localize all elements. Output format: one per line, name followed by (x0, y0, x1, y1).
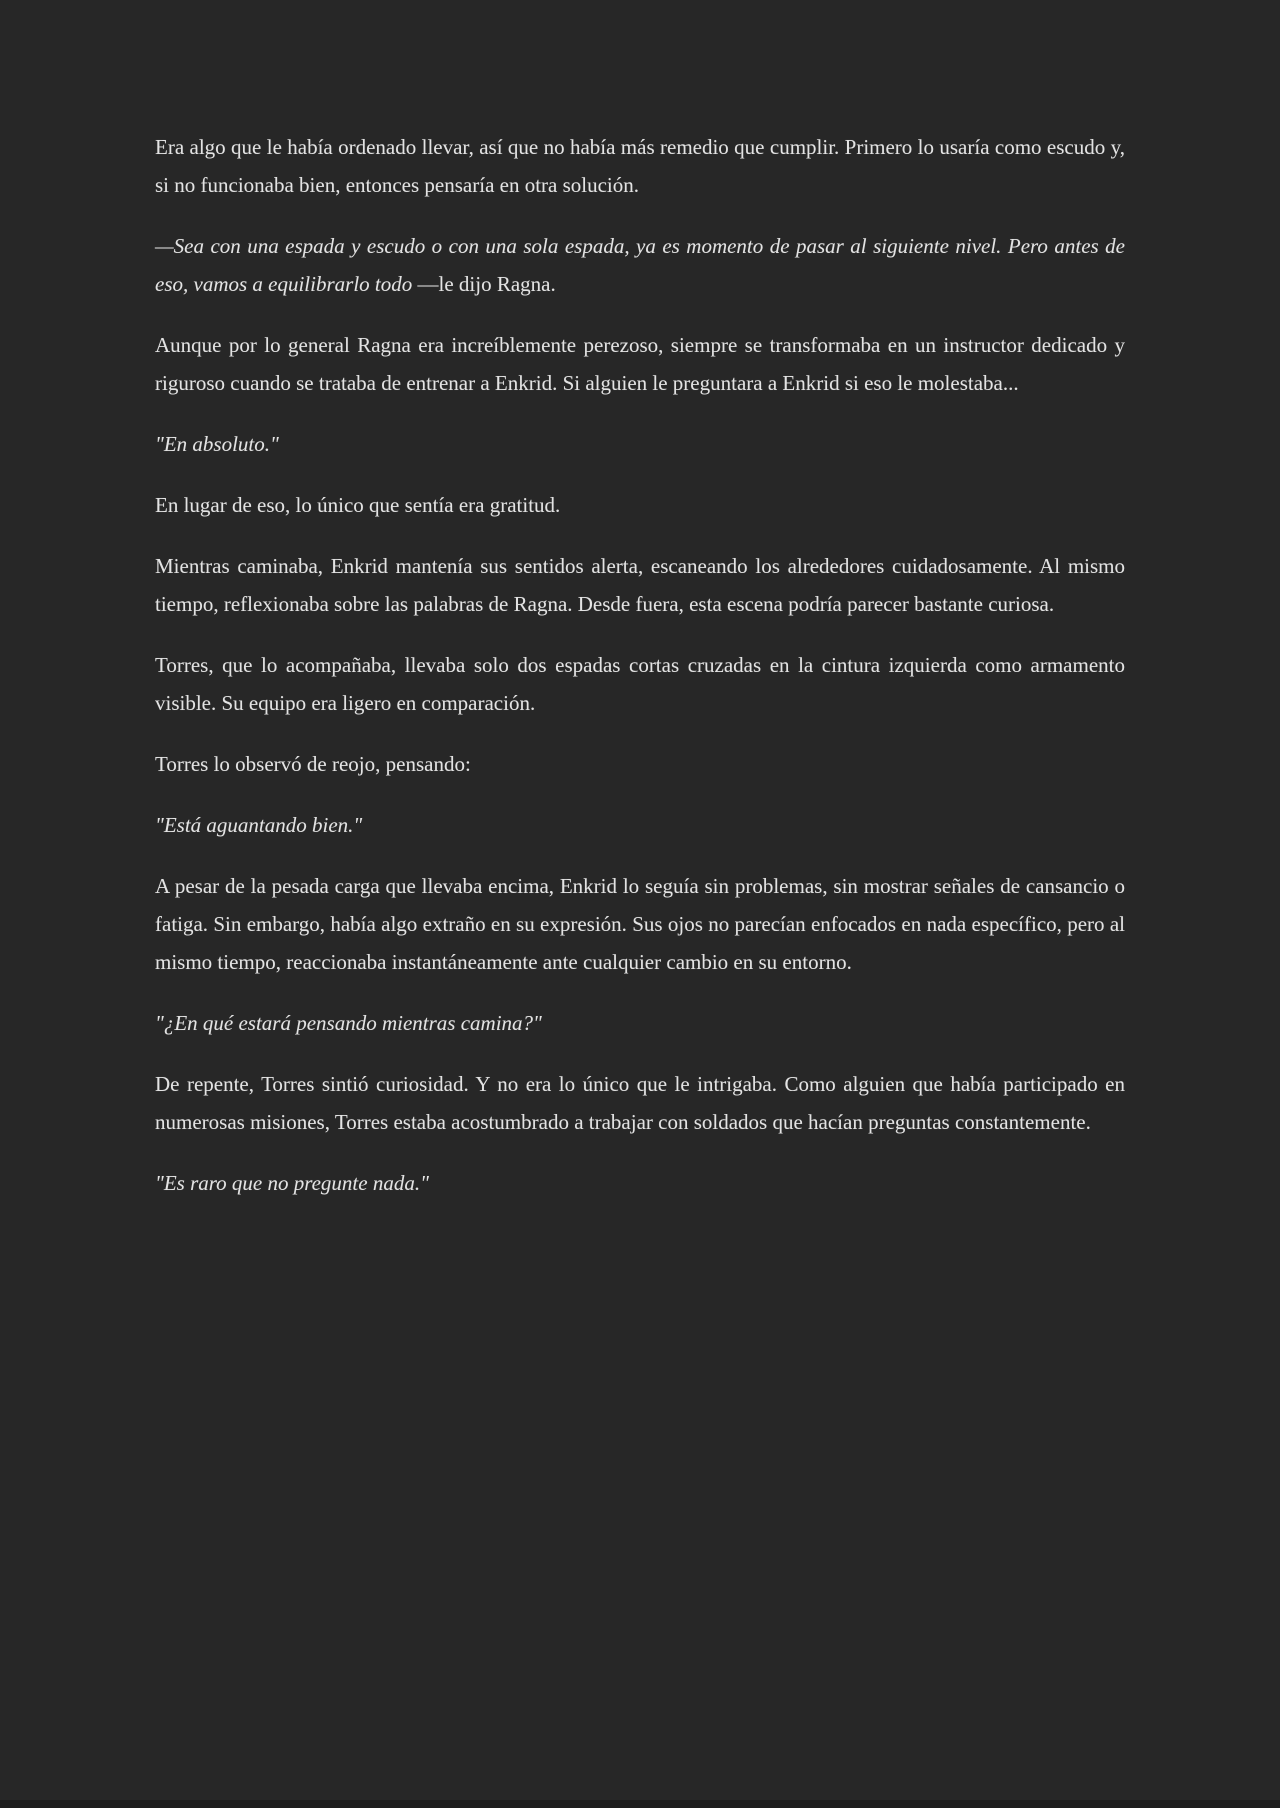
paragraph (155, 227, 1125, 303)
paragraph-text: Torres, que lo acompañaba, llevaba solo dos espadas cortas cruzadas en la cintura izquierda como armamento visible. Su equipo era ligero en comparación. (155, 653, 1125, 715)
paragraph (155, 806, 1125, 844)
paragraph (155, 547, 1125, 623)
paragraph-text-italic: "¿En qué estará pensando mientras camina?" (155, 1011, 542, 1035)
paragraph-text: Aunque por lo general Ragna era increíblemente perezoso, siempre se transformaba en un instructor dedicado y riguroso cuando se trataba de entrenar a Enkrid. Si alguien le preguntara a Enkrid si eso le molestaba... (155, 333, 1125, 395)
paragraph (155, 646, 1125, 722)
paragraph-text-italic: "Está aguantando bien." (155, 813, 363, 837)
paragraph-text: —le dijo Ragna. (417, 272, 556, 296)
paragraph (155, 1065, 1125, 1141)
reader-content (155, 128, 1125, 1202)
paragraph-text: Torres lo observó de reojo, pensando: (155, 752, 471, 776)
paragraph (155, 486, 1125, 524)
paragraph (155, 1164, 1125, 1202)
paragraph (155, 867, 1125, 981)
paragraph-text: En lugar de eso, lo único que sentía era gratitud. (155, 493, 561, 517)
bottom-edge-strip (0, 1800, 1280, 1808)
paragraph-text: Era algo que le había ordenado llevar, así que no había más remedio que cumplir. Primero lo usaría como escudo y, si no funcionaba bien, entonces pensaría en otra solución. (155, 135, 1125, 197)
paragraph (155, 745, 1125, 783)
paragraph (155, 425, 1125, 463)
paragraph (155, 326, 1125, 402)
paragraph-text-italic: "En absoluto." (155, 432, 279, 456)
paragraph-text-italic: "Es raro que no pregunte nada." (155, 1171, 429, 1195)
paragraph (155, 1004, 1125, 1042)
paragraph-text: De repente, Torres sintió curiosidad. Y no era lo único que le intrigaba. Como alguien que había participado en numerosas misiones, Torres estaba acostumbrado a trabajar con soldados que hacían preguntas constantemente. (155, 1072, 1125, 1134)
paragraph-text-italic: —Sea con una espada y escudo o con una sola espada, ya es momento de pasar al siguiente nivel. Pero antes de eso, vamos a equilibrarlo todo (155, 234, 1125, 296)
paragraph-text: Mientras caminaba, Enkrid mantenía sus sentidos alerta, escaneando los alrededores cuidadosamente. Al mismo tiempo, reflexionaba sobre las palabras de Ragna. Desde fuera, esta escena podría parecer bastante curiosa. (155, 554, 1125, 616)
paragraph (155, 128, 1125, 204)
paragraph-text: A pesar de la pesada carga que llevaba encima, Enkrid lo seguía sin problemas, sin mostrar señales de cansancio o fatiga. Sin embargo, había algo extraño en su expresión. Sus ojos no parecían enfocados en nada específico, pero al mismo tiempo, reaccionaba instantáneamente ante cualquier cambio en su entorno. (155, 874, 1125, 974)
